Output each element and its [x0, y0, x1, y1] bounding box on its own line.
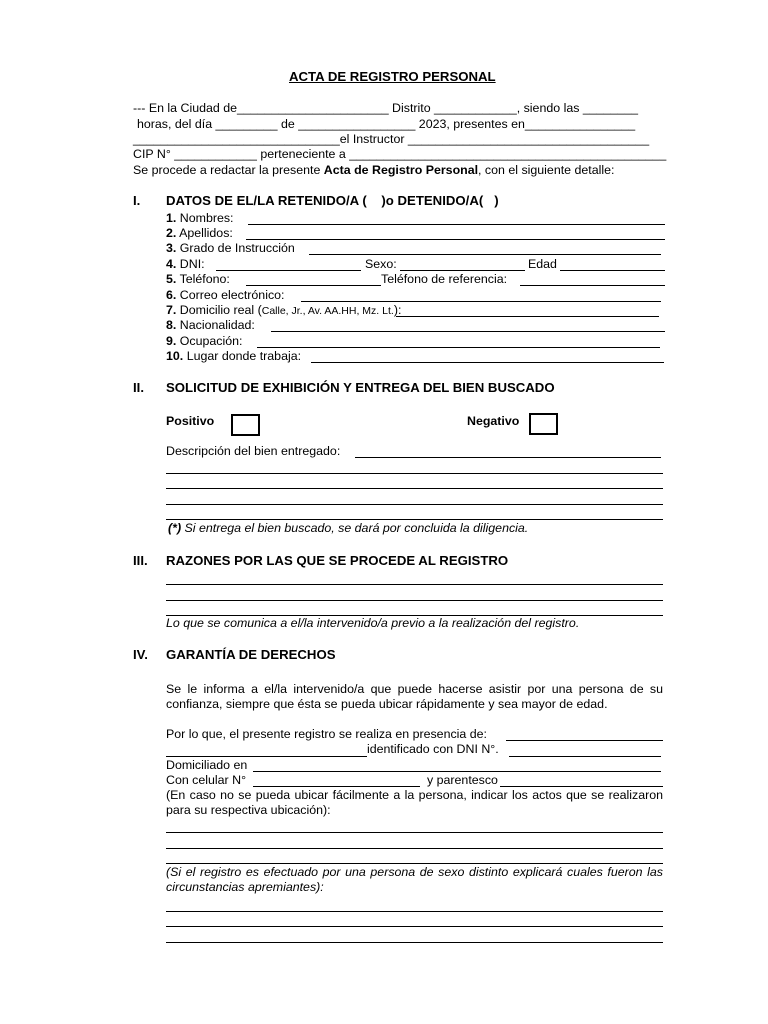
field-label: Domicilio real (	[179, 303, 262, 317]
field-telefono-ref-label: Teléfono de referencia:	[381, 272, 508, 286]
field-label: DNI:	[179, 257, 205, 271]
dni-line[interactable]	[509, 756, 661, 757]
domiciliado-label: Domiciliado en	[166, 758, 248, 772]
section-3-number: III.	[133, 553, 148, 568]
negativo-checkbox[interactable]	[529, 413, 558, 435]
field-grado-line[interactable]	[309, 254, 661, 255]
en-caso-paragraph: (En caso no se pueda ubicar fácilmente a la persona, indicar los actos que se realizaron para su respectiva ubicación):	[166, 788, 663, 817]
field-label: Teléfono:	[179, 272, 230, 286]
field-nacionalidad-line[interactable]	[271, 331, 665, 332]
field-sexo-line[interactable]	[400, 270, 525, 271]
field-number: 7.	[166, 303, 177, 317]
section-1-number: I.	[133, 193, 141, 208]
field-number: 1.	[166, 211, 177, 225]
razones-line-1[interactable]	[166, 584, 663, 585]
field-nombres-line[interactable]	[248, 224, 665, 225]
descripcion-line-3[interactable]	[166, 488, 663, 489]
presencia-name-line[interactable]	[166, 756, 367, 757]
document-title: ACTA DE REGISTRO PERSONAL	[289, 69, 496, 84]
field-hint: Calle, Jr., Av. AA.HH, Mz. Lt.	[261, 305, 394, 317]
positivo-label: Positivo	[166, 414, 215, 428]
field-correo-line[interactable]	[301, 301, 661, 302]
field-label: Apellidos:	[179, 226, 233, 240]
field-number: 8.	[166, 318, 177, 332]
field-correo	[166, 288, 284, 303]
entrega-note	[168, 521, 528, 536]
field-apellidos	[166, 226, 233, 241]
sexo-line-3[interactable]	[166, 942, 663, 943]
section-2-title: SOLICITUD DE EXHIBICIÓN Y ENTREGA DEL BIEN BUSCADO	[166, 380, 555, 395]
field-grado	[166, 241, 295, 256]
field-label-end: ):	[393, 303, 402, 317]
field-dni	[166, 257, 205, 272]
field-number: 9.	[166, 334, 177, 348]
field-label: Nombres:	[179, 211, 234, 225]
field-number: 10.	[166, 349, 184, 363]
intro-line-5-pre: Se procede a redactar la presente	[133, 163, 324, 177]
field-label: Grado de Instrucción	[179, 241, 295, 255]
informa-paragraph: Se le informa a el/la intervenido/a que puede hacerse asistir por una persona de su confianza, siempre que ésta se pueda ubicar rápidamente y sea mayor de edad.	[166, 682, 663, 711]
section-4-title: GARANTÍA DE DERECHOS	[166, 647, 336, 662]
field-telefono-line[interactable]	[246, 285, 381, 286]
razones-line-2[interactable]	[166, 600, 663, 601]
caso-line-2[interactable]	[166, 848, 663, 849]
field-domicilio	[166, 303, 401, 319]
intro-line-5-bold: Acta de Registro Personal	[323, 163, 479, 177]
field-nombres	[166, 211, 234, 226]
note-text: Si entrega el bien buscado, se dará por concluida la diligencia.	[181, 521, 529, 535]
presencia-label: Por lo que, el presente registro se realiza en presencia de:	[166, 727, 487, 741]
field-number: 2.	[166, 226, 177, 240]
field-telefono-ref-line[interactable]	[520, 285, 665, 286]
field-nacionalidad	[166, 318, 255, 333]
field-number: 4.	[166, 257, 177, 271]
celular-label: Con celular N°	[166, 773, 247, 787]
field-number: 3.	[166, 241, 177, 255]
field-domicilio-line[interactable]	[396, 316, 659, 317]
descripcion-line-2[interactable]	[166, 473, 663, 474]
field-ocupacion	[166, 334, 242, 349]
positivo-checkbox[interactable]	[231, 414, 260, 436]
caso-line-1[interactable]	[166, 832, 663, 833]
comunica-note: Lo que se comunica a el/la intervenido/a previo a la realización del registro.	[166, 616, 580, 630]
sexo-distinto-note: (Si el registro es efectuado por una persona de sexo distinto explicará cuales fueron las circunstancias apremiantes):	[166, 865, 663, 894]
field-number: 6.	[166, 288, 177, 302]
descripcion-line-5[interactable]	[166, 519, 663, 520]
negativo-label: Negativo	[467, 414, 520, 428]
field-apellidos-line[interactable]	[246, 239, 665, 240]
parentesco-label: y parentesco	[427, 773, 498, 787]
presencia-line[interactable]	[506, 740, 663, 741]
sexo-line-1[interactable]	[166, 911, 663, 912]
intro-line-2: horas, del día _________ de _________________ 2023, presentes en________________	[137, 117, 636, 131]
field-number: 5.	[166, 272, 177, 286]
field-label: Ocupación:	[179, 334, 243, 348]
descripcion-line-4[interactable]	[166, 504, 663, 505]
field-ocupacion-line[interactable]	[257, 347, 660, 348]
field-lugar-trabajo	[166, 349, 301, 364]
field-edad-label: Edad	[528, 257, 557, 271]
intro-line-1: --- En la Ciudad de______________________ Distrito ____________, siendo las ________	[133, 101, 638, 115]
caso-line-3[interactable]	[166, 863, 663, 864]
intro-line-5-post: , con el siguiente detalle:	[478, 163, 615, 177]
intro-line-5	[133, 163, 614, 178]
descripcion-line-1[interactable]	[355, 457, 661, 458]
section-4-number: IV.	[133, 647, 148, 662]
field-edad-line[interactable]	[560, 270, 665, 271]
field-label: Lugar donde trabaja:	[186, 349, 302, 363]
section-2-number: II.	[133, 380, 144, 395]
domiciliado-line[interactable]	[253, 771, 661, 772]
field-dni-line[interactable]	[216, 270, 361, 271]
intro-line-3: ______________________________el Instructor ___________________________________	[133, 132, 650, 146]
field-telefono	[166, 272, 230, 287]
celular-line[interactable]	[253, 786, 420, 787]
descripcion-label: Descripción del bien entregado:	[166, 444, 341, 458]
parentesco-line[interactable]	[500, 786, 663, 787]
section-1-title: DATOS DE EL/LA RETENIDO/A ( )o DETENIDO/A( )	[166, 193, 499, 208]
sexo-line-2[interactable]	[166, 926, 663, 927]
identificado-label: identificado con DNI N°.	[367, 742, 499, 756]
note-mark: (*)	[168, 521, 182, 535]
intro-line-4: CIP N° ____________ perteneciente a ______________________________________________	[133, 147, 667, 161]
section-3-title: RAZONES POR LAS QUE SE PROCEDE AL REGISTRO	[166, 553, 509, 568]
field-label: Correo electrónico:	[179, 288, 285, 302]
field-label: Nacionalidad:	[179, 318, 255, 332]
field-sexo-label: Sexo:	[365, 257, 397, 271]
field-lugar-trabajo-line[interactable]	[311, 362, 664, 363]
